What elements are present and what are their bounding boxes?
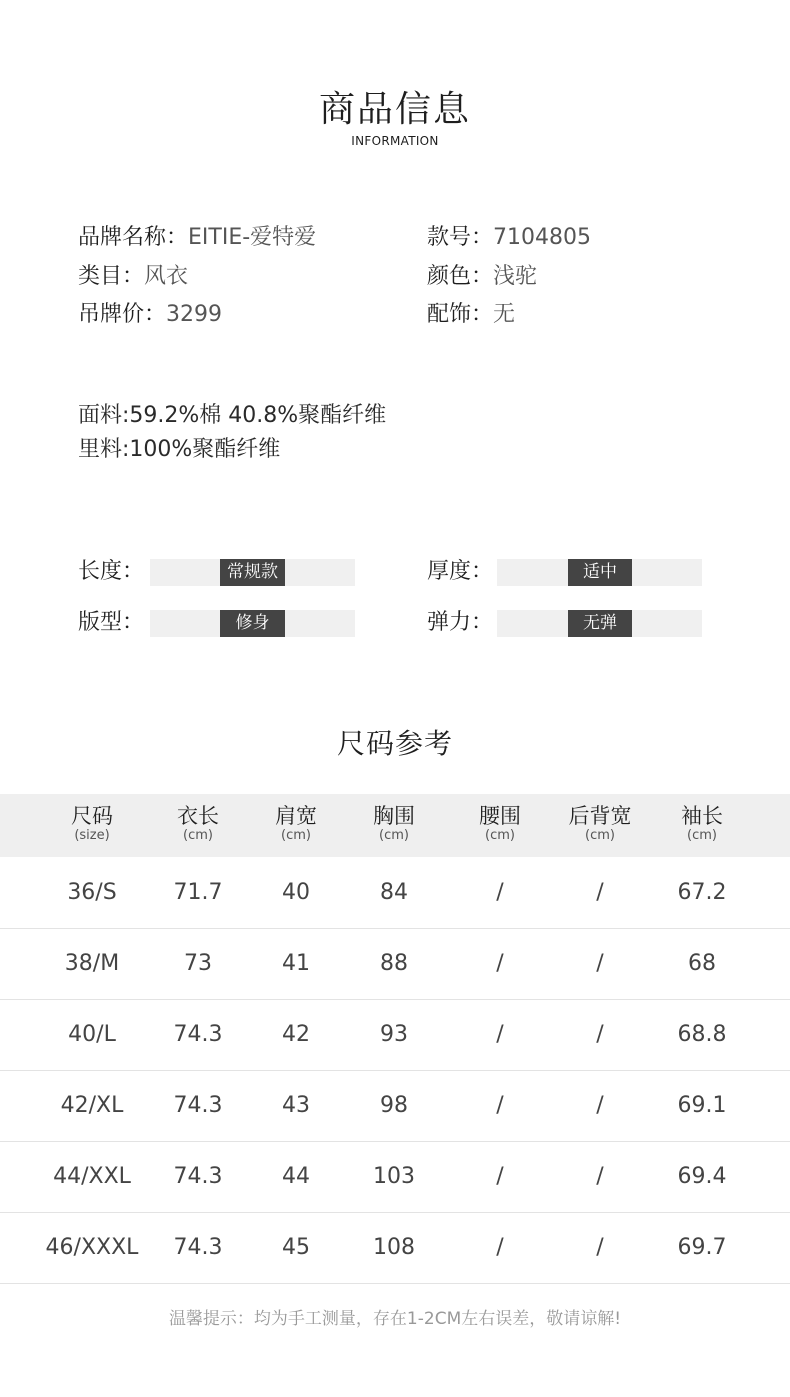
table-cell: /	[496, 880, 504, 905]
size-table-header	[0, 794, 790, 857]
table-row	[0, 857, 790, 929]
table-cell: 40	[282, 880, 310, 905]
column-header	[148, 794, 248, 844]
column-unit: (cm)	[687, 828, 717, 843]
info-price	[78, 300, 222, 330]
table-cell: 98	[380, 1093, 408, 1118]
info-category	[78, 262, 188, 292]
info-key: 吊牌价：	[78, 302, 167, 327]
column-header	[652, 794, 752, 844]
info-key: 配饰：	[427, 302, 494, 327]
fabric-lining: 里料:100%聚酯纤维	[78, 437, 281, 462]
table-cell: 40/L	[68, 1022, 116, 1047]
table-cell: 41	[282, 951, 310, 976]
table-cell: 69.7	[677, 1235, 727, 1260]
info-value: 风衣	[144, 264, 189, 289]
column-unit: (cm)	[183, 828, 213, 843]
info-value: 3299	[166, 302, 223, 327]
table-cell: 68	[688, 951, 716, 976]
column-unit: (size)	[74, 828, 110, 843]
info-color	[427, 262, 537, 292]
column-unit: (cm)	[485, 828, 515, 843]
attr-length-label: 长度：	[78, 559, 145, 584]
table-cell: 74.3	[173, 1093, 223, 1118]
table-cell: /	[496, 1235, 504, 1260]
info-value: 7104805	[493, 225, 591, 250]
column-unit: (cm)	[281, 828, 311, 843]
table-cell: 38/M	[64, 951, 120, 976]
table-cell: 45	[282, 1235, 310, 1260]
table-cell: 73	[184, 951, 212, 976]
info-brand	[78, 223, 316, 253]
column-unit: (cm)	[585, 828, 615, 843]
table-cell: 103	[373, 1164, 415, 1189]
info-value: EITIE-爱特爱	[188, 225, 317, 250]
table-cell: /	[596, 1093, 604, 1118]
table-row	[0, 999, 790, 1071]
table-row	[0, 1141, 790, 1213]
table-cell: 88	[380, 951, 408, 976]
table-cell: /	[496, 1164, 504, 1189]
table-cell: 67.2	[677, 880, 727, 905]
column-name: 尺码	[71, 804, 113, 828]
info-key: 颜色：	[427, 264, 494, 289]
table-cell: 74.3	[173, 1235, 223, 1260]
measurement-note: 温馨提示：均为手工测量，存在1-2CM左右误差，敬请谅解!	[168, 1309, 622, 1329]
table-cell: 43	[282, 1093, 310, 1118]
info-value: 无	[493, 302, 516, 327]
column-name: 胸围	[373, 804, 415, 828]
table-cell: 44/XXL	[53, 1164, 131, 1189]
page-subtitle: INFORMATION	[351, 134, 439, 148]
attr-thickness-tag: 适中	[568, 559, 632, 586]
table-row	[0, 928, 790, 1000]
table-cell: /	[596, 1235, 604, 1260]
table-cell: /	[496, 1093, 504, 1118]
table-cell: 69.1	[677, 1093, 727, 1118]
table-cell: 68.8	[677, 1022, 727, 1047]
column-name: 袖长	[681, 804, 723, 828]
attr-length-tag: 常规款	[220, 559, 285, 586]
table-cell: 71.7	[173, 880, 223, 905]
table-cell: 108	[373, 1235, 415, 1260]
attr-fit-label: 版型：	[78, 610, 145, 635]
table-cell: 69.4	[677, 1164, 727, 1189]
table-row	[0, 1070, 790, 1142]
column-name: 肩宽	[275, 804, 317, 828]
table-cell: 42/XL	[60, 1093, 124, 1118]
column-header	[246, 794, 346, 844]
column-name: 后背宽	[568, 804, 632, 828]
column-name: 衣长	[177, 804, 219, 828]
column-header	[550, 794, 650, 844]
table-cell: /	[596, 1022, 604, 1047]
table-cell: /	[596, 880, 604, 905]
fabric-outer: 面料:59.2%棉 40.8%聚酯纤维	[78, 403, 387, 428]
column-header	[344, 794, 444, 844]
table-cell: 46/XXXL	[45, 1235, 139, 1260]
table-row	[0, 1212, 790, 1284]
info-key: 类目：	[78, 264, 145, 289]
column-header	[450, 794, 550, 844]
attr-elasticity-tag: 无弹	[568, 610, 632, 637]
table-cell: /	[596, 1164, 604, 1189]
table-cell: /	[496, 951, 504, 976]
attr-thickness-label: 厚度：	[427, 559, 494, 584]
table-cell: 44	[282, 1164, 310, 1189]
column-header	[42, 794, 142, 844]
table-cell: 74.3	[173, 1022, 223, 1047]
table-cell: 93	[380, 1022, 408, 1047]
page-title: 商品信息	[318, 89, 471, 130]
attr-fit-tag: 修身	[220, 610, 285, 637]
info-key: 款号：	[427, 225, 494, 250]
info-accessory	[427, 300, 515, 330]
column-name: 腰围	[479, 804, 521, 828]
table-cell: 42	[282, 1022, 310, 1047]
info-style-number	[427, 223, 591, 253]
table-cell: 36/S	[67, 880, 117, 905]
size-chart-title: 尺码参考	[336, 727, 453, 760]
table-cell: 74.3	[173, 1164, 223, 1189]
info-key: 品牌名称：	[78, 225, 189, 250]
info-value: 浅驼	[493, 264, 538, 289]
column-unit: (cm)	[379, 828, 409, 843]
attr-elasticity-label: 弹力：	[427, 610, 494, 635]
table-cell: /	[596, 951, 604, 976]
table-cell: /	[496, 1022, 504, 1047]
table-cell: 84	[380, 880, 408, 905]
